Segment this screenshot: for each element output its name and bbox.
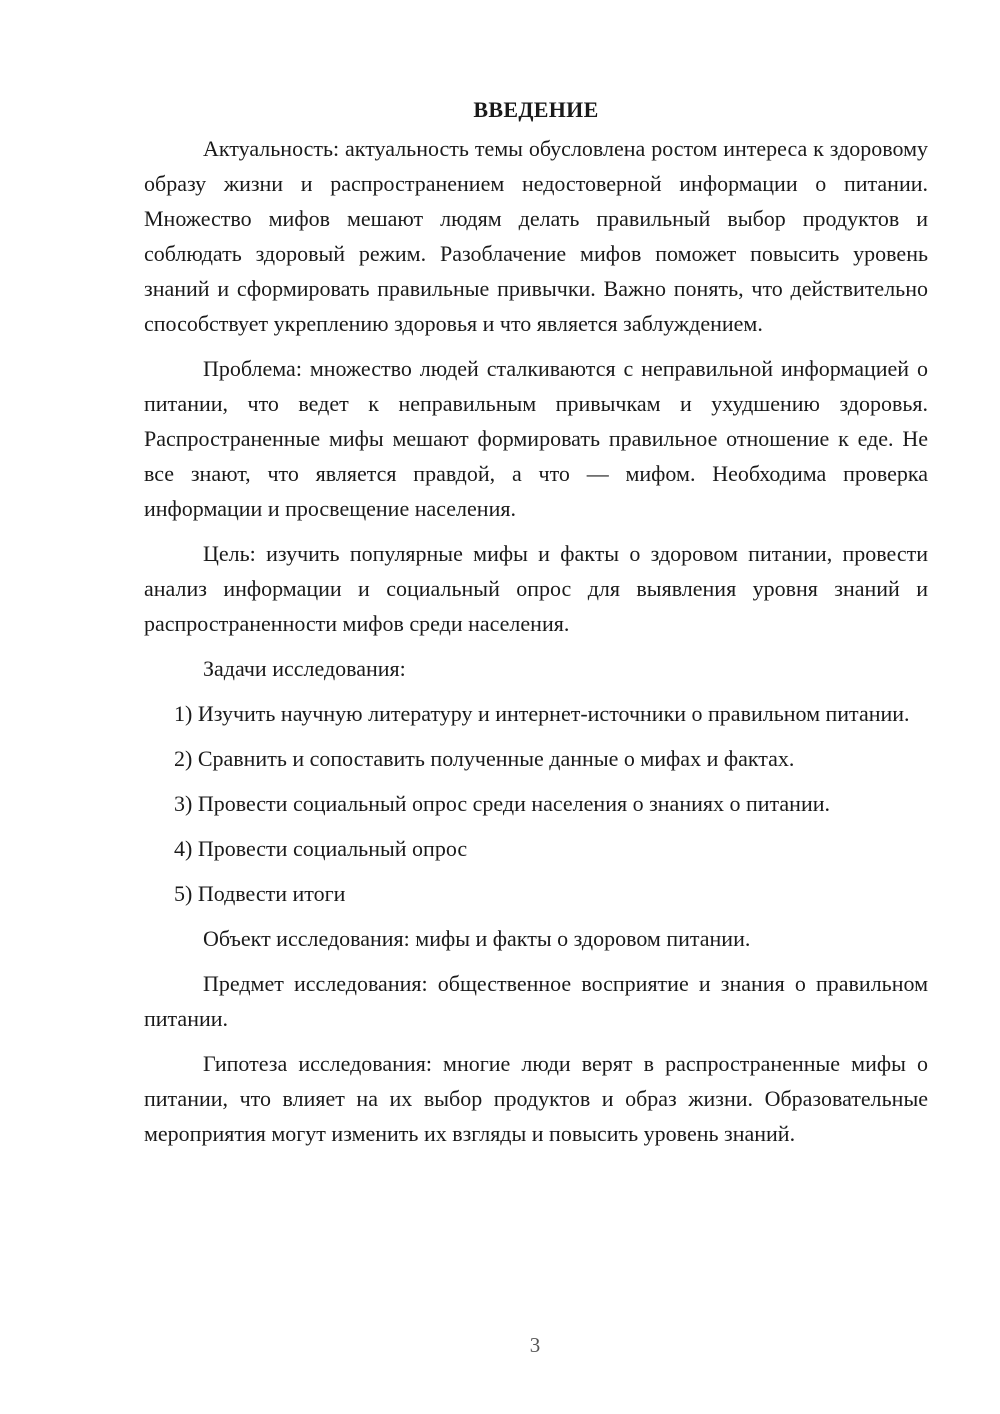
paragraph-problem: Проблема: множество людей сталкиваются с неправильной информацией о питании, что ведет к неправильным привычкам и ухудшению здоровья. Распространенные мифы мешают формировать правильное отношение к еде. Не все знают, что является правдой, а что — мифом. Необходима проверка информации и просвещение населения. xyxy=(144,356,928,521)
task-item-2: 2) Сравнить и сопоставить полученные данные о мифах и фактах. xyxy=(174,746,795,771)
paragraph-relevance: Актуальность: актуальность темы обусловлена ростом интереса к здоровому образу жизни и распространением недостоверной информации о питании. Множество мифов мешают людям делать правильный выбор продуктов и соблюдать здоровый режим. Разоблачение мифов поможет повысить уровень знаний и сформировать правильные привычки. Важно понять, что действительно способствует укреплению здоровья и что является заблуждением. xyxy=(144,136,928,336)
paragraph-object: Объект исследования: мифы и факты о здоровом питании. xyxy=(203,926,751,951)
paragraph-subject: Предмет исследования: общественное восприятие и знания о правильном питании. xyxy=(144,971,928,1031)
page-number: 3 xyxy=(529,1333,541,1357)
paragraph-tasks-title: Задачи исследования: xyxy=(203,656,406,681)
task-item-1: 1) Изучить научную литературу и интернет-источники о правильном питании. xyxy=(174,701,910,726)
document-page xyxy=(144,92,928,1161)
paragraph-goal: Цель: изучить популярные мифы и факты о здоровом питании, провести анализ информации и социальный опрос для выявления уровня знаний и распространенности мифов среди населения. xyxy=(144,541,928,636)
section-heading: ВВЕДЕНИЕ xyxy=(473,97,599,122)
paragraph-hypothesis: Гипотеза исследования: многие люди верят в распространенные мифы о питании, что влияет на их выбор продуктов и образ жизни. Образовательные мероприятия могут изменить их взгляды и повысить уровень знаний. xyxy=(144,1051,928,1146)
task-item-4: 4) Провести социальный опрос xyxy=(174,836,468,861)
task-item-5: 5) Подвести итоги xyxy=(174,881,346,906)
task-item-3: 3) Провести социальный опрос среди населения о знаниях о питании. xyxy=(174,791,830,816)
